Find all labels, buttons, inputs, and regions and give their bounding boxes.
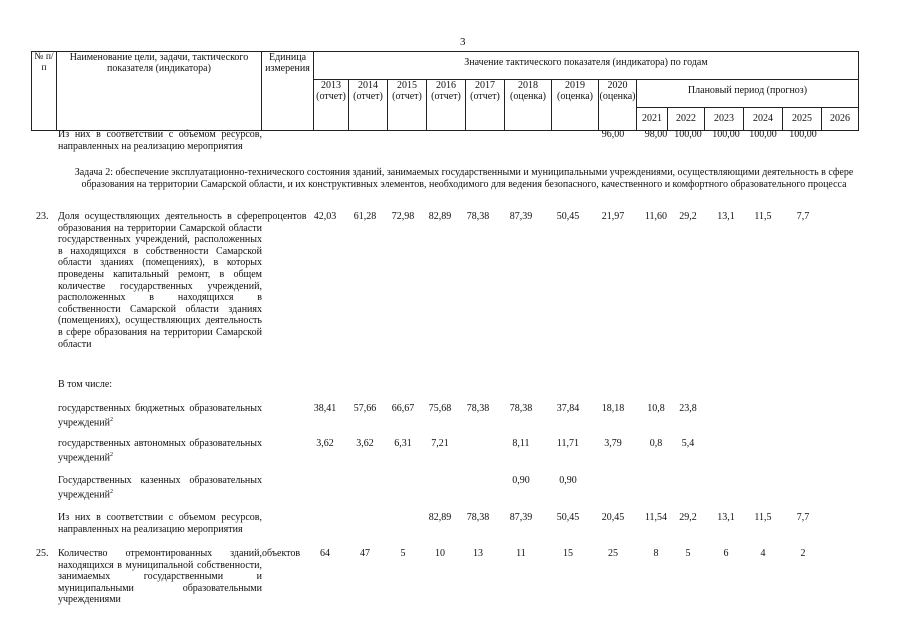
value-cell: 23,8 bbox=[679, 403, 697, 414]
header-planning: Плановый период (прогноз) bbox=[637, 80, 859, 108]
page-number: 3 bbox=[460, 36, 466, 48]
value-cell: 0,90 bbox=[512, 475, 530, 486]
value-cell: 78,38 bbox=[466, 403, 490, 414]
row-name: Из них в соответствии с объемом ресурсов, направленных на реализацию мероприятия bbox=[58, 129, 262, 152]
value-cell: 4 bbox=[760, 548, 766, 559]
table-header bbox=[31, 51, 859, 131]
value-cell: 38,41 bbox=[313, 403, 337, 414]
value-cell: 6 bbox=[723, 548, 729, 559]
header-name: Наименование цели, задачи, тактического показателя (индикатора) bbox=[57, 52, 262, 131]
value-cell: 50,45 bbox=[556, 512, 580, 523]
row-name: Количество отремонтированных зданий, находящихся в муниципальной собственности, занимаемых государственными и муниципальными образовательными учреждениями bbox=[58, 548, 262, 606]
header-plan-year: 2023 bbox=[705, 108, 744, 131]
value-cell: 61,28 bbox=[353, 211, 377, 222]
value-cell: 100,00 bbox=[712, 129, 740, 140]
value-cell: 66,67 bbox=[391, 403, 415, 414]
header-unit: Единица измерения bbox=[262, 52, 314, 131]
row-name: государственных автономных образовательных учреждений$^2$ bbox=[58, 438, 262, 463]
value-cell: 57,66 bbox=[353, 403, 377, 414]
header-year: 2013 (отчет) bbox=[314, 80, 349, 131]
value-cell: 3,62 bbox=[316, 438, 334, 449]
value-cell: 11,60 bbox=[644, 211, 668, 222]
value-cell: 87,39 bbox=[509, 512, 533, 523]
value-cell: 47 bbox=[360, 548, 370, 559]
value-cell: 6,31 bbox=[394, 438, 412, 449]
value-cell: 100,00 bbox=[789, 129, 817, 140]
value-cell: 15 bbox=[563, 548, 573, 559]
row-name: Из них в соответствии с объемом ресурсов, направленных на реализацию мероприятия bbox=[58, 512, 262, 535]
row-number: 23. bbox=[36, 211, 49, 222]
header-num: № п/п bbox=[32, 52, 57, 131]
value-cell: 42,03 bbox=[313, 211, 337, 222]
value-cell: 29,2 bbox=[679, 512, 697, 523]
value-cell: 11,71 bbox=[556, 438, 580, 449]
header-year: 2015 (отчет) bbox=[388, 80, 427, 131]
value-cell: 11,5 bbox=[754, 512, 772, 523]
header-year: 2016 (отчет) bbox=[427, 80, 466, 131]
value-cell: 7,7 bbox=[796, 211, 810, 222]
value-cell: 78,38 bbox=[466, 211, 490, 222]
value-cell: 72,98 bbox=[391, 211, 415, 222]
header-plan-year: 2025 bbox=[783, 108, 822, 131]
header-year: 2019 (оценка) bbox=[552, 80, 599, 131]
header-year: 2014 (отчет) bbox=[349, 80, 388, 131]
value-cell: 25 bbox=[608, 548, 618, 559]
value-cell: 13,1 bbox=[717, 211, 735, 222]
value-cell: 5 bbox=[685, 548, 691, 559]
value-cell: 13,1 bbox=[717, 512, 735, 523]
header-plan-year: 2026 bbox=[822, 108, 859, 131]
row-unit: объектов bbox=[262, 548, 301, 559]
value-cell: 11,5 bbox=[754, 211, 772, 222]
value-cell: 2 bbox=[800, 548, 806, 559]
task-2-heading: Задача 2: обеспечение эксплуатационно-технического состояния зданий, занимаемых государственными и муниципальными учреждениями, осуществляющими деятельность в сфере образования на территории Самарской области, и их конструктивных элементов, необходимого для ведения безопасного, качественного и комфортного образовательного процесса bbox=[74, 167, 854, 190]
header-year: 2017 (отчет) bbox=[466, 80, 505, 131]
value-cell: 5 bbox=[400, 548, 406, 559]
value-cell: 100,00 bbox=[674, 129, 702, 140]
header-plan-year: 2022 bbox=[668, 108, 705, 131]
value-cell: 78,38 bbox=[509, 403, 533, 414]
value-cell: 96,00 bbox=[601, 129, 625, 140]
footnote-mark: 2 bbox=[109, 488, 113, 495]
row-name: Государственных казенных образовательных учреждений$^2$ bbox=[58, 475, 262, 500]
header-year: 2020 (оценка) bbox=[599, 80, 637, 131]
header-year: 2018 (оценка) bbox=[505, 80, 552, 131]
value-cell: 82,89 bbox=[428, 211, 452, 222]
footnote-mark: 2 bbox=[109, 451, 113, 458]
value-cell: 20,45 bbox=[601, 512, 625, 523]
value-cell: 7,7 bbox=[796, 512, 810, 523]
header-values: Значение тактического показателя (индикатора) по годам bbox=[314, 52, 859, 80]
value-cell: 18,18 bbox=[601, 403, 625, 414]
value-cell: 0,90 bbox=[559, 475, 577, 486]
value-cell: 0,8 bbox=[649, 438, 663, 449]
value-cell: 10 bbox=[435, 548, 445, 559]
value-cell: 78,38 bbox=[466, 512, 490, 523]
value-cell: 11 bbox=[516, 548, 526, 559]
value-cell: 3,62 bbox=[356, 438, 374, 449]
value-cell: 64 bbox=[320, 548, 330, 559]
row-number: 25. bbox=[36, 548, 49, 559]
value-cell: 8 bbox=[653, 548, 659, 559]
footnote-mark: 2 bbox=[109, 416, 113, 423]
value-cell: 21,97 bbox=[601, 211, 625, 222]
value-cell: 8,11 bbox=[512, 438, 530, 449]
value-cell: 37,84 bbox=[556, 403, 580, 414]
value-cell: 50,45 bbox=[556, 211, 580, 222]
value-cell: 29,2 bbox=[679, 211, 697, 222]
value-cell: 100,00 bbox=[749, 129, 777, 140]
value-cell: 75,68 bbox=[428, 403, 452, 414]
row-name: Доля осуществляющих деятельность в сфере образования на территории Самарской области государственных учреждений, расположенных в находящихся в собственности Самарской области зданиях (помещениях), в которых проведены капитальный ремонт, в общем количестве государственных учреждений, расположенных в находящихся в собственности Самарской области зданиях (помещениях), осуществляющих деятельность в сфере образования на территории Самарской области bbox=[58, 211, 262, 350]
row-name: государственных бюджетных образовательных учреждений$^2$ bbox=[58, 403, 262, 428]
value-cell: 13 bbox=[473, 548, 483, 559]
value-cell: 10,8 bbox=[647, 403, 665, 414]
header-plan-year: 2021 bbox=[637, 108, 668, 131]
value-cell: 82,89 bbox=[428, 512, 452, 523]
value-cell: 5,4 bbox=[681, 438, 695, 449]
value-cell: 11,54 bbox=[644, 512, 668, 523]
value-cell: 3,79 bbox=[604, 438, 622, 449]
value-cell: 87,39 bbox=[509, 211, 533, 222]
header-plan-year: 2024 bbox=[744, 108, 783, 131]
value-cell: 98,00 bbox=[644, 129, 668, 140]
value-cell: 7,21 bbox=[431, 438, 449, 449]
row-name: В том числе: bbox=[58, 379, 113, 390]
row-unit: процентов bbox=[262, 211, 307, 222]
